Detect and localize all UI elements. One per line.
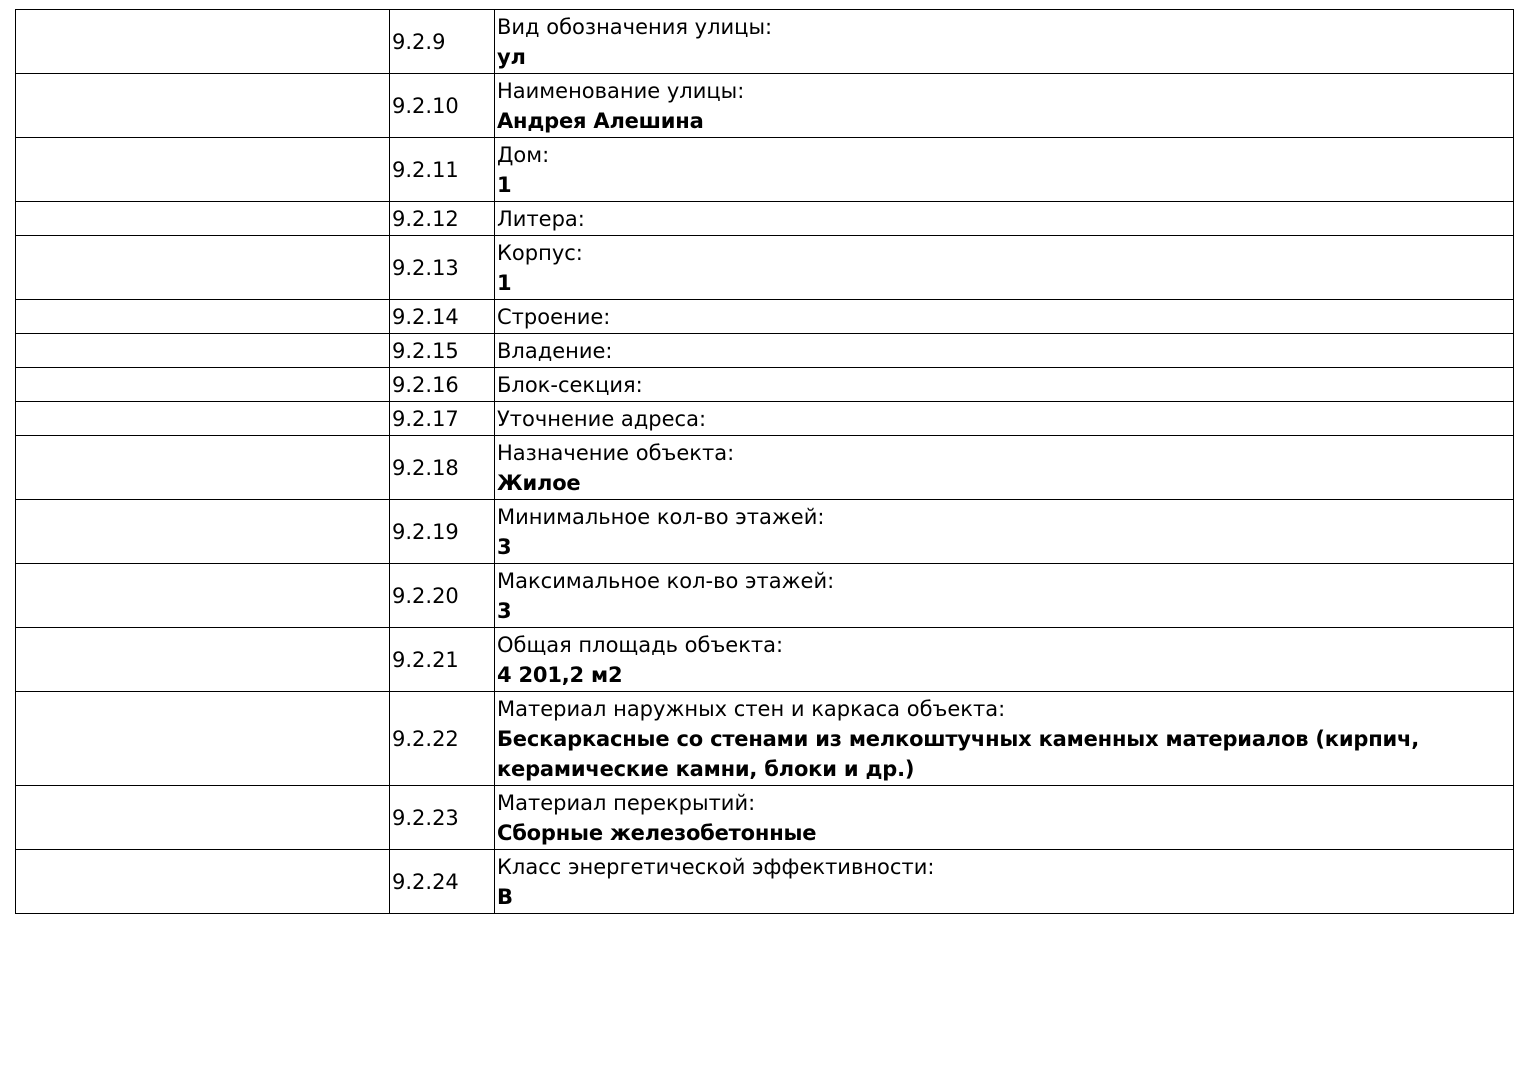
field-cell xyxy=(495,628,1514,692)
table-row xyxy=(16,436,1514,500)
field-cell xyxy=(495,300,1514,334)
field-label: Дом: xyxy=(497,142,550,167)
field-cell xyxy=(495,74,1514,138)
document-table xyxy=(15,9,1514,914)
field-label: Литера: xyxy=(497,206,585,231)
empty-cell xyxy=(16,202,390,236)
empty-cell xyxy=(16,334,390,368)
field-value: Андрея Алешина xyxy=(497,108,704,133)
field-value: ул xyxy=(497,44,526,69)
field-value: 1 xyxy=(497,172,512,197)
table-row xyxy=(16,628,1514,692)
row-number: 9.2.10 xyxy=(390,74,495,138)
field-label: Владение: xyxy=(497,338,613,363)
field-label: Минимальное кол-во этажей: xyxy=(497,504,825,529)
table-row xyxy=(16,300,1514,334)
field-cell xyxy=(495,368,1514,402)
empty-cell xyxy=(16,368,390,402)
field-cell xyxy=(495,500,1514,564)
empty-cell xyxy=(16,564,390,628)
field-label: Общая площадь объекта: xyxy=(497,632,784,657)
table-row xyxy=(16,138,1514,202)
field-label: Корпус: xyxy=(497,240,583,265)
field-label: Класс энергетической эффективности: xyxy=(497,854,935,879)
field-value: Бескаркасные со стенами из мелкоштучных каменных материалов (кирпич, керамические камни, блоки и др.) xyxy=(497,726,1420,781)
row-number: 9.2.12 xyxy=(390,202,495,236)
table-row xyxy=(16,202,1514,236)
table-row xyxy=(16,692,1514,786)
empty-cell xyxy=(16,10,390,74)
field-label: Строение: xyxy=(497,304,611,329)
field-label: Уточнение адреса: xyxy=(497,406,707,431)
row-number: 9.2.18 xyxy=(390,436,495,500)
row-number: 9.2.20 xyxy=(390,564,495,628)
table-row xyxy=(16,500,1514,564)
row-number: 9.2.11 xyxy=(390,138,495,202)
field-value: 3 xyxy=(497,598,512,623)
field-cell xyxy=(495,138,1514,202)
empty-cell xyxy=(16,628,390,692)
field-cell xyxy=(495,334,1514,368)
empty-cell xyxy=(16,786,390,850)
field-cell xyxy=(495,402,1514,436)
row-number: 9.2.16 xyxy=(390,368,495,402)
field-cell xyxy=(495,202,1514,236)
field-label: Блок-секция: xyxy=(497,372,643,397)
row-number: 9.2.22 xyxy=(390,692,495,786)
table-row xyxy=(16,10,1514,74)
row-number: 9.2.21 xyxy=(390,628,495,692)
empty-cell xyxy=(16,300,390,334)
field-cell xyxy=(495,564,1514,628)
row-number: 9.2.19 xyxy=(390,500,495,564)
field-value: 3 xyxy=(497,534,512,559)
row-number: 9.2.9 xyxy=(390,10,495,74)
field-value: В xyxy=(497,884,513,909)
empty-cell xyxy=(16,138,390,202)
field-value: 4 201,2 м2 xyxy=(497,662,623,687)
table-row xyxy=(16,402,1514,436)
table-row xyxy=(16,850,1514,914)
row-number: 9.2.13 xyxy=(390,236,495,300)
table-row xyxy=(16,786,1514,850)
field-cell xyxy=(495,10,1514,74)
field-label: Вид обозначения улицы: xyxy=(497,14,773,39)
row-number: 9.2.14 xyxy=(390,300,495,334)
empty-cell xyxy=(16,74,390,138)
field-cell xyxy=(495,236,1514,300)
field-label: Наименование улицы: xyxy=(497,78,745,103)
empty-cell xyxy=(16,850,390,914)
field-label: Максимальное кол-во этажей: xyxy=(497,568,835,593)
field-cell xyxy=(495,436,1514,500)
empty-cell xyxy=(16,500,390,564)
table-row xyxy=(16,564,1514,628)
field-value: 1 xyxy=(497,270,512,295)
row-number: 9.2.17 xyxy=(390,402,495,436)
field-cell xyxy=(495,692,1514,786)
table-row xyxy=(16,368,1514,402)
table-row xyxy=(16,236,1514,300)
field-value: Жилое xyxy=(497,470,581,495)
row-number: 9.2.23 xyxy=(390,786,495,850)
empty-cell xyxy=(16,692,390,786)
row-number: 9.2.24 xyxy=(390,850,495,914)
field-label: Назначение объекта: xyxy=(497,440,735,465)
empty-cell xyxy=(16,402,390,436)
empty-cell xyxy=(16,436,390,500)
field-value: Сборные железобетонные xyxy=(497,820,817,845)
empty-cell xyxy=(16,236,390,300)
row-number: 9.2.15 xyxy=(390,334,495,368)
table-row xyxy=(16,334,1514,368)
field-label: Материал перекрытий: xyxy=(497,790,756,815)
table-row xyxy=(16,74,1514,138)
field-cell xyxy=(495,850,1514,914)
field-label: Материал наружных стен и каркаса объекта: xyxy=(497,696,1006,721)
field-cell xyxy=(495,786,1514,850)
